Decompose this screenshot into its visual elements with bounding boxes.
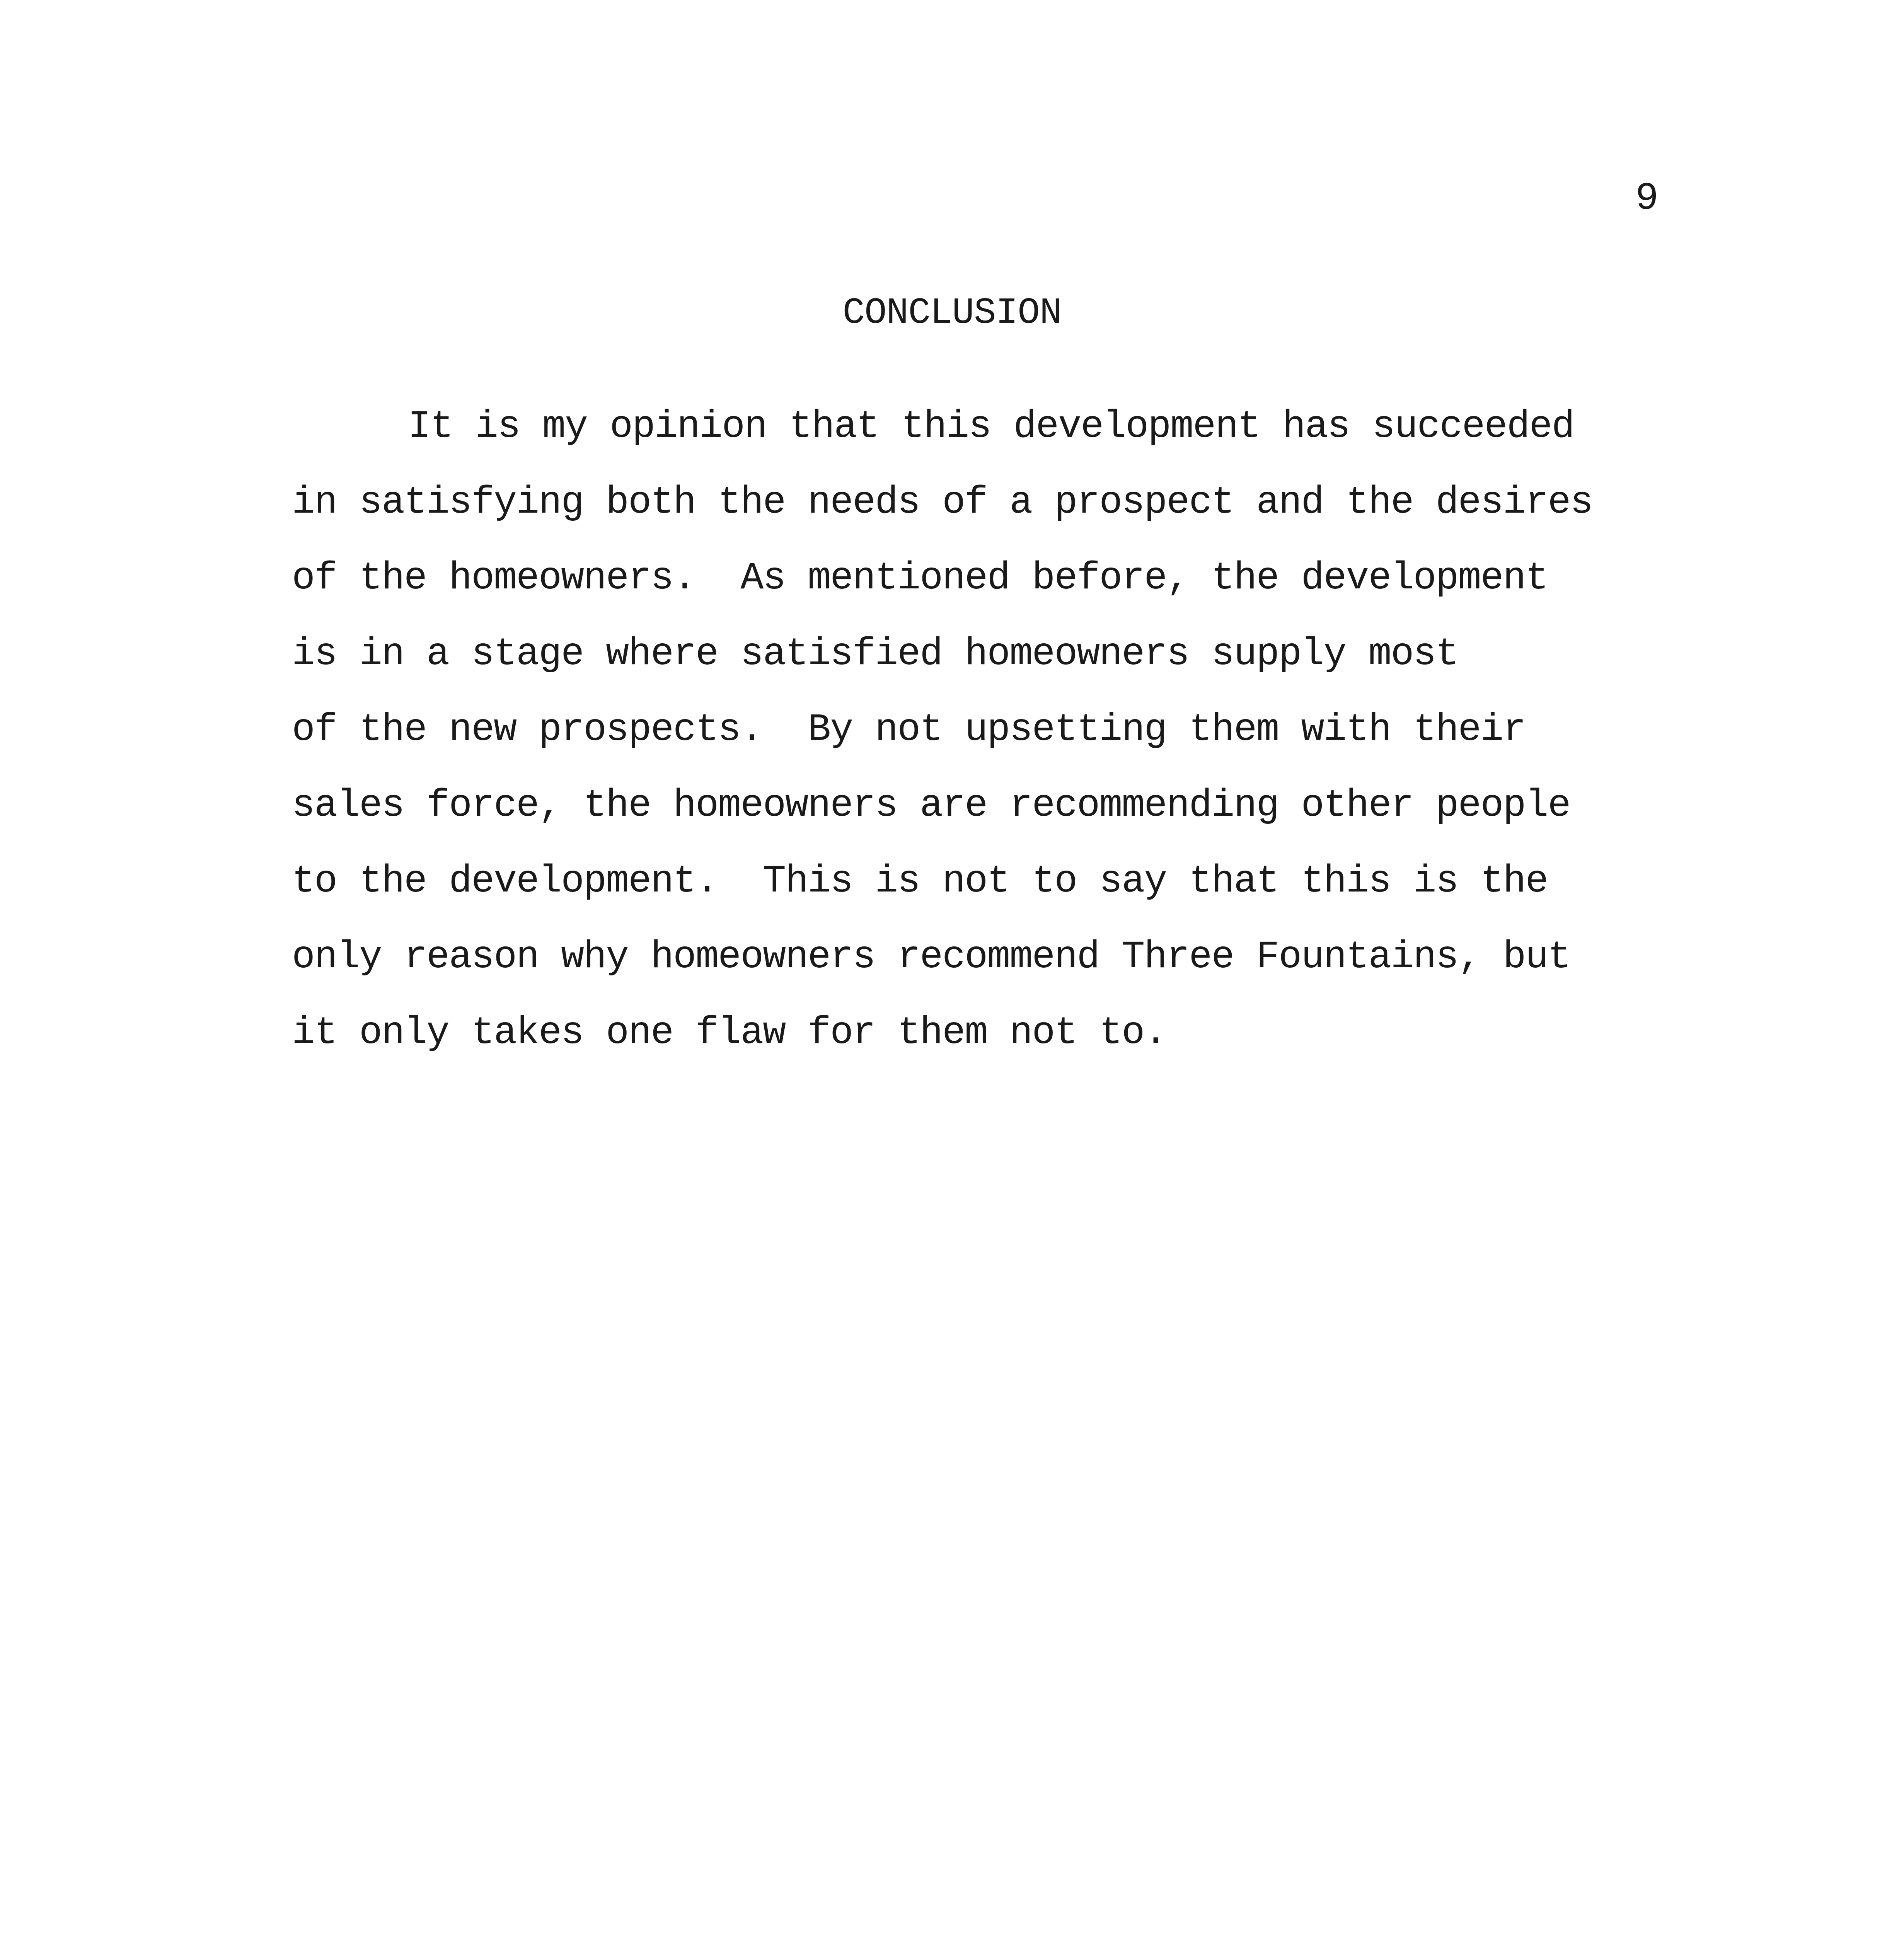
paragraph-line: sales force, the homeowners are recommending other people (292, 784, 1570, 828)
paragraph-line: to the development. This is not to say that this is the (292, 860, 1548, 903)
paragraph-line: only reason why homeowners recommend Three Fountains, but (292, 936, 1570, 979)
paragraph-line: It is my opinion that this development has succeeded (408, 405, 1574, 449)
paragraph-line: of the homeowners. As mentioned before, the development (292, 557, 1548, 600)
paragraph-line: is in a stage where satisfied homeowners supply most (292, 632, 1458, 676)
page-number: 9 (1635, 177, 1659, 221)
paragraph-line: in satisfying both the needs of a prospect and the desires (292, 481, 1593, 525)
paragraph-line: it only takes one flaw for them not to. (292, 1011, 1167, 1055)
paragraph-line: of the new prospects. By not upsetting them with their (292, 708, 1526, 752)
section-heading: CONCLUSION (842, 292, 1062, 334)
body-paragraph (292, 400, 1722, 1082)
